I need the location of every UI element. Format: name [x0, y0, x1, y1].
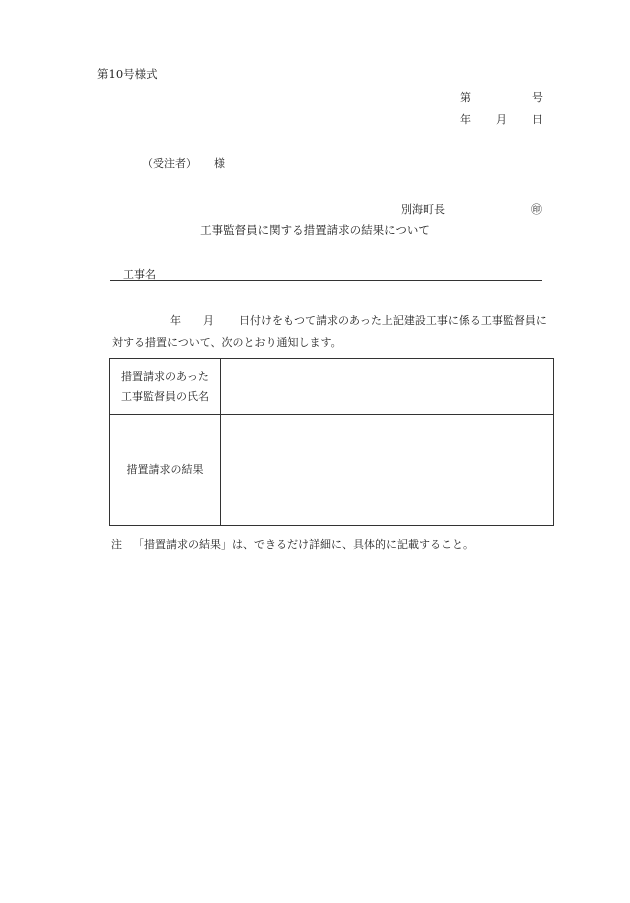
- measure-result-value-cell[interactable]: [221, 415, 554, 526]
- sender-title: 別海町長: [401, 203, 445, 216]
- form-number: 第10号様式: [97, 67, 158, 81]
- supervisor-name-label-cell: [110, 359, 221, 415]
- seal-mark: ㊞: [531, 203, 542, 216]
- supervisor-name-label-line1: 措置請求のあった: [121, 369, 209, 383]
- recipient-label: （受注者）: [142, 157, 197, 170]
- note-text: 「措置請求の結果」は、できるだけ詳細に、具体的に記載すること。: [133, 538, 474, 551]
- date-day-label: 日: [532, 113, 543, 126]
- recipient-honorific: 様: [214, 157, 225, 170]
- date-month-label: 月: [496, 113, 507, 126]
- project-name-label: 工事名: [123, 268, 156, 281]
- supervisor-name-label-line2: 工事監督員の氏名: [121, 389, 209, 403]
- body-month-label: 月: [203, 314, 214, 327]
- measure-table: [109, 358, 554, 526]
- date-year-label: 年: [460, 113, 471, 126]
- measure-result-label-cell: 措置請求の結果: [110, 415, 221, 526]
- note-mark: 注: [111, 538, 122, 551]
- body-year-label: 年: [170, 314, 181, 327]
- project-name-underline: [110, 280, 542, 281]
- doc-number-suffix: 号: [532, 91, 543, 104]
- document-title: 工事監督員に関する措置請求の結果について: [200, 223, 430, 237]
- supervisor-name-value-cell[interactable]: [221, 359, 554, 415]
- table-row: [110, 415, 554, 526]
- body-line1: 日付けをもつて請求のあった上記建設工事に係る工事監督員に: [239, 314, 547, 327]
- doc-number-prefix: 第: [460, 91, 471, 104]
- table-row: [110, 359, 554, 415]
- body-line2: 対する措置について、次のとおり通知します。: [112, 336, 342, 349]
